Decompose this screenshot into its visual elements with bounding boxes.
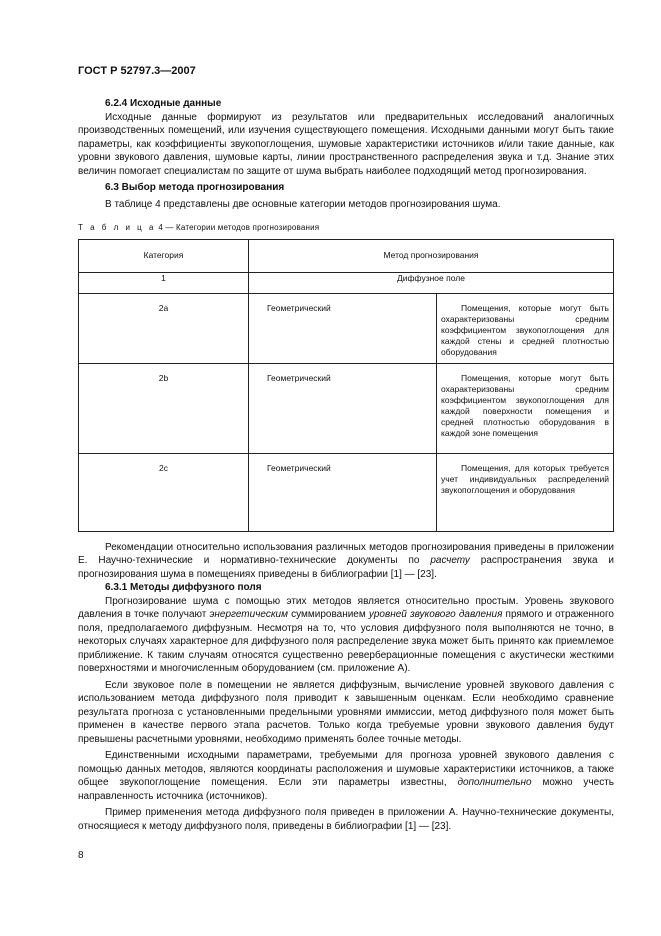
table-row (79, 272, 614, 293)
table-caption-title: 4 — Категории методов прогнозирования (158, 223, 320, 232)
section-6-3-1-paragraph-3: Единственными исходными параметрами, требуемыми для прогноза уровней звукового давления с помощью данных методов, являются координаты расположения и шумовые характеристики источников, а также общее звукопоглощение помещения. Если эти параметры известны, дополнительно можно учесть направленность источника (источников). (78, 750, 614, 802)
section-6-2-4-paragraph: Исходные данные формируют из результатов или предварительных исследований аналогичных производственных помещений, или изучения существующего помещения. Исходными данными могут быть такие параметры, как коэффициенты звукопоглощения, шумовые характеристики источников и/или такие данные, как уровни звукового давления, шумовые карты, линии пространственного распределения звука и т.д. Знание этих величин помогает специалистам по защите от шума выбрать наиболее подходящий метод прогнозирования. (78, 111, 614, 177)
section-6-3-heading: 6.3 Выбор метода прогнозирования (105, 182, 285, 193)
section-6-3-paragraph: В таблице 4 представлены две основные категории методов прогнозирования шума. (105, 198, 501, 210)
row-category: 2a (79, 293, 249, 363)
table-header-row (79, 239, 614, 272)
table-caption (78, 221, 614, 235)
row-method: Диффузное поле (249, 272, 614, 293)
header-category: Категория (79, 239, 249, 272)
row-description: Помещения, которые могут быть охарактеризованы средним коэффициентом звукопоглощения для каждой поверхности помещения и средней плотностью оборудования в каждой зоне помещения (437, 363, 614, 453)
row-category: 2b (79, 363, 249, 453)
header-method: Метод прогнозирования (249, 239, 614, 272)
recommendations-paragraph: Рекомендации относительно использования различных методов прогнозирования приведены в приложении Е. Научно-технические и нормативно-технические документы по расчету распространения звука и прогнозирования шума в помещениях приведены в библиографии [1] — [23]. (78, 541, 614, 580)
document-standard-id: ГОСТ Р 52797.3—2007 (78, 65, 196, 77)
table-row (79, 293, 614, 363)
row-method: Геометрический (249, 363, 437, 453)
row-category: 2c (79, 453, 249, 531)
row-method: Геометрический (249, 293, 437, 363)
prediction-methods-table (78, 239, 614, 532)
document-body (78, 97, 614, 833)
section-6-3-1-heading: 6.3.1 Методы диффузного поля (105, 582, 262, 593)
row-description: Помещения, которые могут быть охарактеризованы средним коэффициентом звукопоглощения для каждой стены и средней плотностью оборудования (437, 293, 614, 363)
table-row (79, 453, 614, 531)
page-number: 8 (78, 850, 84, 861)
table-caption-prefix: Т а б л и ц а (78, 223, 156, 232)
table-row (79, 363, 614, 453)
row-method: Геометрический (249, 453, 437, 531)
row-description: Помещения, для которых требуется учет индивидуальных распределений звукопоглощения и оборудования (437, 453, 614, 531)
section-6-3-1-paragraph-2: Если звуковое поле в помещении не является диффузным, вычисление уровней звукового давления с использованием метода диффузного поля приводит к завышенным оценкам. Если необходимо сравнение результата прогноза с установленными предельными уровнями иммиссии, метод диффузного поля может быть применен в качестве первого этапа расчетов. Только когда требуемые уровни звукового давления будут превышены расчетными уровнями, необходимо применять более точные методы. (78, 679, 614, 745)
row-category: 1 (79, 272, 249, 293)
section-6-3-1-paragraph-4: Пример применения метода диффузного поля приведен в приложении А. Научно-технические документы, относящиеся к методу диффузного поля, приведены в библиографии [1] — [23]. (78, 807, 614, 832)
section-6-3-1-paragraph-1: Прогнозирование шума с помощью этих методов является относительно простым. Уровень звукового давления в точке получают энергетическим суммированием уровней звукового давления прямого и отраженного поля, предполагаемого диффузным. Несмотря на то, что условия диффузного поля выполняются не точно, в некоторых случаях характерное для диффузного поля распределение звука может быть принято как приемлемое приближение. К таким случаям относятся существенно реверберационные помещения с акустически жесткими поверхностями и многочисленным оборудованием (см. приложение А). (78, 595, 614, 674)
section-6-2-4-heading: 6.2.4 Исходные данные (105, 98, 222, 109)
